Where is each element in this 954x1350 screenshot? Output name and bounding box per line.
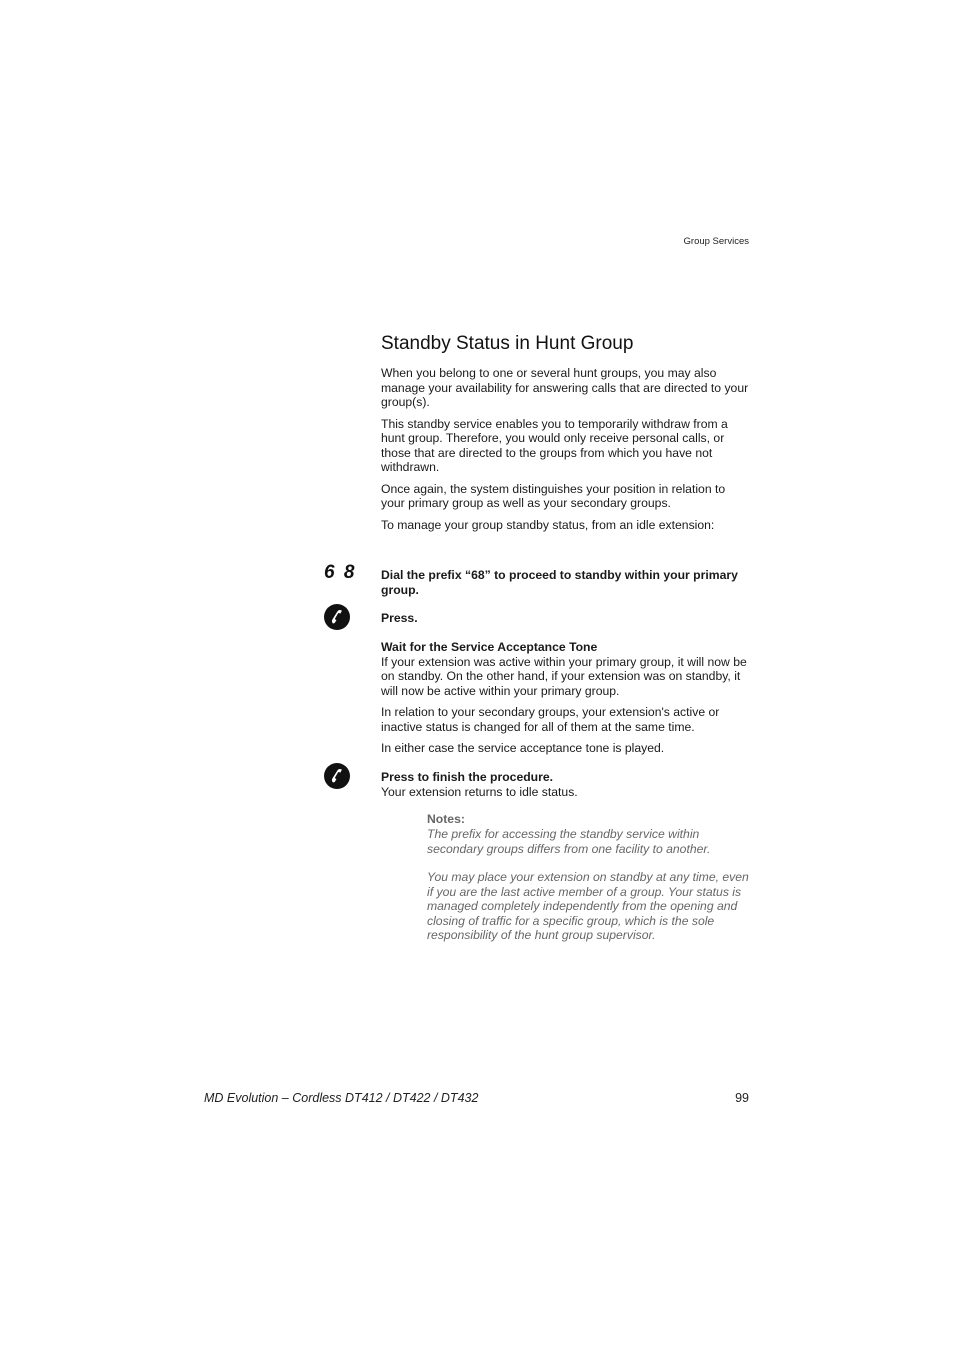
intro-paragraph: This standby service enables you to temporarily withdraw from a hunt group. Therefore, you would only receive personal calls, or those that are directed to the groups from which you have not withdrawn. <box>381 416 728 474</box>
intro-paragraph: When you belong to one or several hunt groups, you may also manage your availability for answering calls that are directed to your group(s). <box>381 366 749 409</box>
finish-result: Your extension returns to idle status. <box>381 784 578 799</box>
intro-text <box>381 366 749 532</box>
wait-heading: Wait for the Service Acceptance Tone <box>381 640 598 654</box>
notes-heading: Notes: <box>427 812 465 826</box>
intro-paragraph: To manage your group standby status, from an idle extension: <box>381 517 715 532</box>
dial-key-68: 6 8 <box>324 562 357 583</box>
page-title: Standby Status in Hunt Group <box>381 333 634 354</box>
wait-paragraph: In either case the service acceptance tone is played. <box>381 741 665 755</box>
note-item: You may place your extension on standby at any time, even if you are the last active member of a group. Your status is managed completely independently from the opening and closing of traffic for a specific group, which is the sole responsibility of the hunt group supervisor. <box>427 870 749 942</box>
running-header: Group Services <box>683 236 749 247</box>
finish-instruction: Press to finish the procedure. <box>381 770 554 784</box>
page-number: 99 <box>735 1091 749 1105</box>
notes-block <box>427 812 751 943</box>
wait-paragraph: If your extension was active within your primary group, it will now be on standby. On the other hand, if your extension was on standby, it will now be active within your primary group. <box>381 654 747 698</box>
note-item: The prefix for accessing the standby service within secondary groups differs from one facility to another. <box>427 827 711 856</box>
wait-paragraph: In relation to your secondary groups, your extension's active or inactive status is changed for all of them at the same time. <box>381 705 720 734</box>
handset-icon <box>324 763 350 789</box>
wait-section <box>381 640 749 756</box>
intro-paragraph: Once again, the system distinguishes your position in relation to your primary group as well as your secondary groups. <box>381 481 726 510</box>
press-instruction: Press. <box>381 611 418 625</box>
finish-step <box>381 770 749 799</box>
handset-icon <box>324 604 350 630</box>
dial-instruction: Dial the prefix “68” to proceed to standby within your primary group. <box>381 568 738 597</box>
footer-product: MD Evolution – Cordless DT412 / DT422 / DT432 <box>204 1091 479 1105</box>
